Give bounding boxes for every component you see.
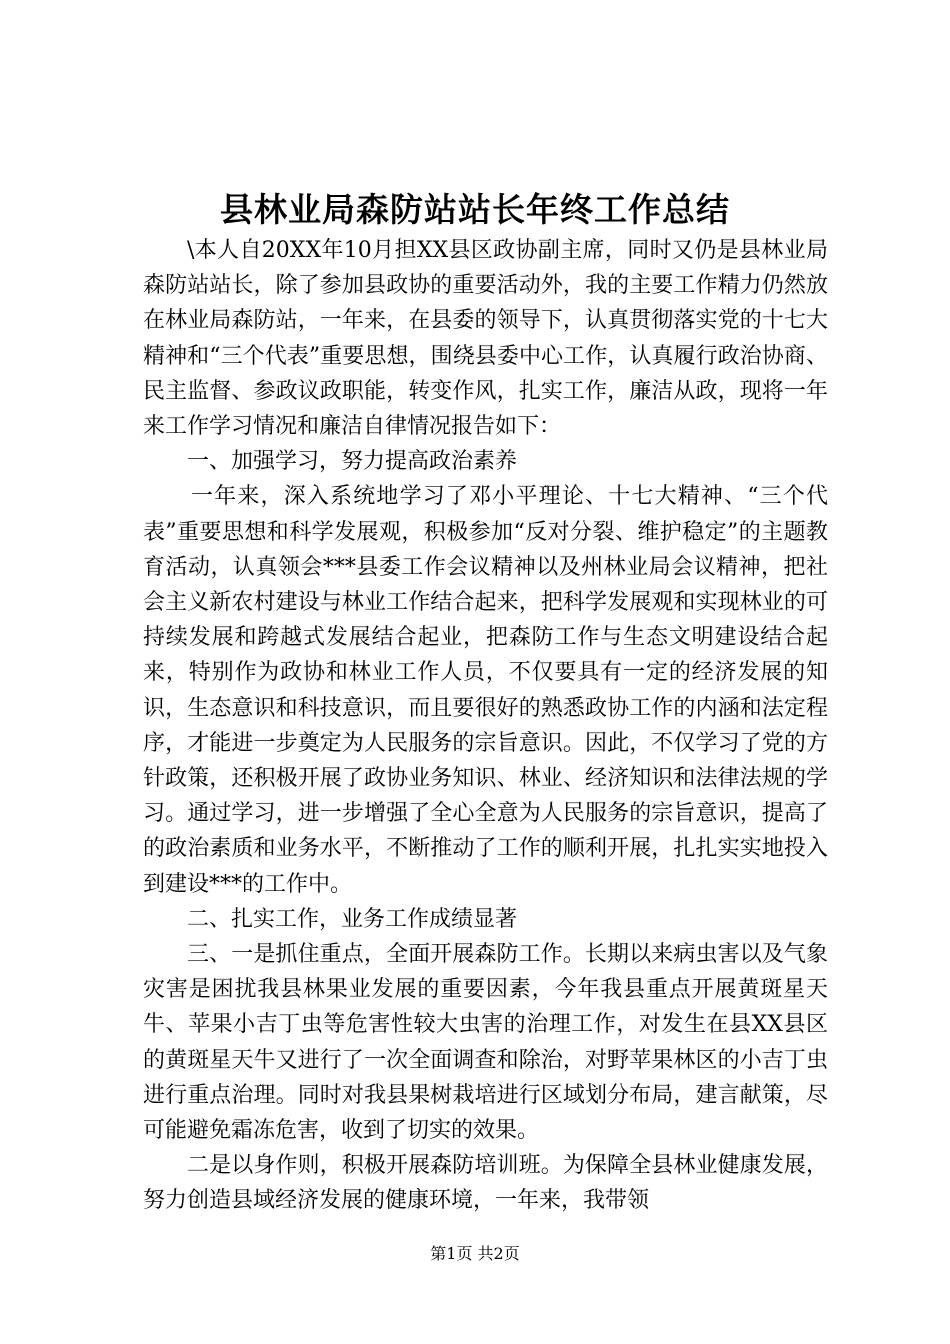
training-paragraph: 二是以身作则，积极开展森防培训班。为保障全县林业健康发展，努力创造县域经济发展的健康环境，一年来，我带领: [143, 1153, 828, 1214]
section-heading-2: 二、扎实工作，业务工作成绩显著: [187, 906, 518, 932]
forest-protection-paragraph: 三、一是抓住重点，全面开展森防工作。长期以来病虫害以及气象灾害是困扰我县林果业发展的重要因素，今年我县重点开展黄斑星天牛、苹果小吉丁虫等危害性较大虫害的治理工作，对发生在县XX县区的黄斑星天牛又进行了一次全面调查和除治，对野苹果林区的小吉丁虫进行重点治理。同时对我县果树栽培进行区域划分布局，建言献策，尽可能避免霜冻危害，收到了切实的效果。: [143, 942, 828, 1144]
page-footer: 第1页 共2页: [430, 1244, 520, 1263]
document-body: [143, 233, 828, 1219]
study-paragraph: 一年来，深入系统地学习了邓小平理论、十七大精神、“三个代表”重要思想和科学发展观，积极参加“反对分裂、维护稳定”的主题教育活动，认真领会***县委工作会议精神以及州林业局会议精神，把社会主义新农村建设与林业工作结合起来，把科学发展观和实现林业的可持续发展和跨越式发展结合起业，把森防工作与生态文明建设结合起来，特别作为政协和林业工作人员，不仅要具有一定的经济发展的知识，生态意识和科技意识，而且要很好的熟悉政协工作的内涵和法定程序，才能进一步奠定为人民服务的宗旨意识。因此，不仅学习了党的方针政策，还积极开展了政协业务知识、林业、经济知识和法律法规的学习。通过学习，进一步增强了全心全意为人民服务的宗旨意识，提高了的政治素质和业务水平，不断推动了工作的顺利开展，扎扎实实地投入到建设***的工作中。: [143, 484, 828, 897]
section-heading-1: 一、加强学习，努力提高政治素养: [187, 449, 518, 475]
document-title: 县林业局森防站站长年终工作总结: [220, 190, 730, 229]
intro-paragraph: \本人自20XX年10月担XX县区政协副主席，同时又仍是县林业局森防站站长，除了参加县政协的重要活动外，我的主要工作精力仍然放在林业局森防站，一年来，在县委的领导下，认真贯彻落实党的十七大精神和“三个代表”重要思想，围绕县委中心工作，认真履行政治协商、民主监督、参政议政职能，转变作风，扎实工作，廉洁从政，现将一年来工作学习情况和廉洁自律情况报告如下：: [143, 238, 828, 440]
